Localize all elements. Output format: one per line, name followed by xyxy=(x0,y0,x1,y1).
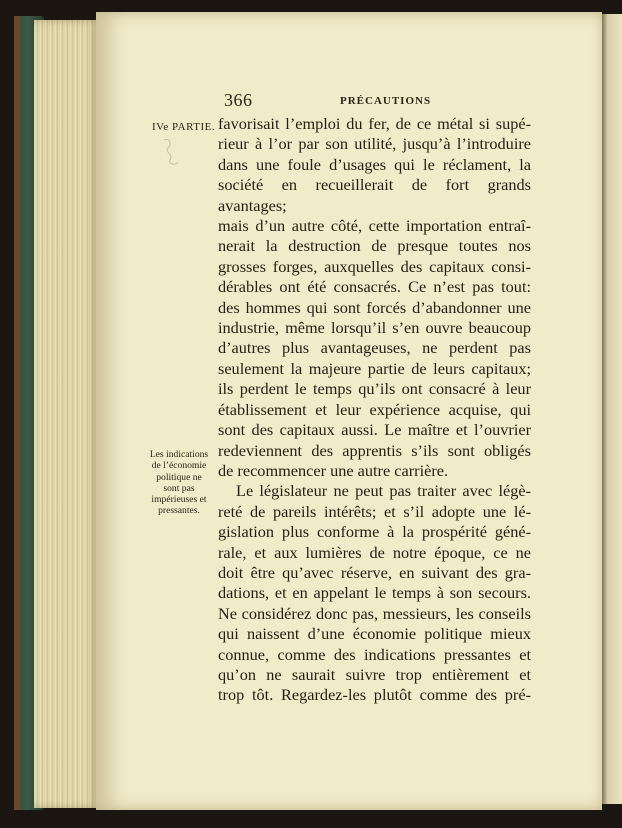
paragraph-1 xyxy=(218,114,531,481)
text-line: dans une foule d’usages qui le réclament, la xyxy=(218,154,531,174)
margin-note xyxy=(143,449,215,517)
text-line: dérables ont été consacrés. Ce n’est pas tout: xyxy=(218,277,531,297)
text-line: favorisait l’emploi du fer, de ce métal si supé- xyxy=(218,114,531,133)
text-line: seulement la majeure partie de leurs capitaux; xyxy=(218,358,531,378)
text-line: dations, et en appelant le temps à son secours. xyxy=(218,583,531,603)
margin-note-line: de l’économie xyxy=(151,460,207,472)
text-line: qui naissent d’une économie politique mieux xyxy=(218,624,531,644)
margin-note-line: impérieuses et xyxy=(151,494,207,506)
text-line: sont des capitaux aussi. Le maître et l’ouvrier xyxy=(218,420,531,440)
facing-page-edge xyxy=(600,14,622,804)
running-title: PRÉCAUTIONS xyxy=(340,95,432,107)
text-line: mais d’un autre côté, cette importation entraî- xyxy=(218,216,531,236)
text-line: reté de pareils intérêts; et s’il adopte une lé- xyxy=(218,501,531,521)
page-edges xyxy=(34,20,100,808)
text-line: Le législateur ne peut pas traiter avec légè- xyxy=(236,481,531,501)
text-line: trop tôt. Regardez-les plutôt comme des pré- xyxy=(218,685,531,705)
page-number: 366 xyxy=(224,90,253,110)
cover-edge xyxy=(14,16,20,810)
text-line: qu’on ne saurait suivre trop entièrement et xyxy=(218,664,531,684)
part-label: IVe PARTIE. xyxy=(152,121,216,133)
margin-note-line: pressantes. xyxy=(158,505,200,517)
text-line: connue, comme des indications pressantes et xyxy=(218,644,531,664)
paragraph-2 xyxy=(218,481,531,705)
margin-note-line: politique ne xyxy=(156,471,202,483)
text-line: grosses forges, auxquelles des capitaux consi- xyxy=(218,256,531,276)
text-line: ils perdent le temps qu’ils ont consacré à leur xyxy=(218,379,531,399)
text-line: redeviennent des apprentis s’ils sont obligés xyxy=(218,440,531,460)
text-line: de recommencer une autre carrière. xyxy=(218,460,449,480)
text-line: Ne considérez donc pas, messieurs, les conseils xyxy=(218,603,531,623)
text-line: gislation plus conforme à la prospérité géné- xyxy=(218,522,531,542)
show-through-mark xyxy=(160,136,190,168)
text-line: société en recueillerait de fort grands avantages; xyxy=(218,175,531,215)
text-line: rale, et aux lumières de notre époque, ce ne xyxy=(218,542,531,562)
margin-note-line: sont pas xyxy=(163,482,195,494)
text-line: des hommes qui sont forcés d’abandonner une xyxy=(218,297,531,317)
page-header xyxy=(224,92,530,112)
text-line: industrie, même lorsqu’il s’en ouvre beaucoup xyxy=(218,318,531,338)
margin-note-line: Les indications xyxy=(149,449,209,460)
text-line: nerait la destruction de presque toutes nos xyxy=(218,236,531,256)
text-line: d’autres plus avantageuses, ne perdent pas xyxy=(218,338,531,358)
text-line: établissement et leur expérience acquise, qui xyxy=(218,399,531,419)
body-text xyxy=(218,114,531,706)
text-line: doit être qu’avec réserve, en suivant des gra- xyxy=(218,562,531,582)
text-line: rieur à l’or par son utilité, jusqu’à l’introduire xyxy=(218,134,531,154)
